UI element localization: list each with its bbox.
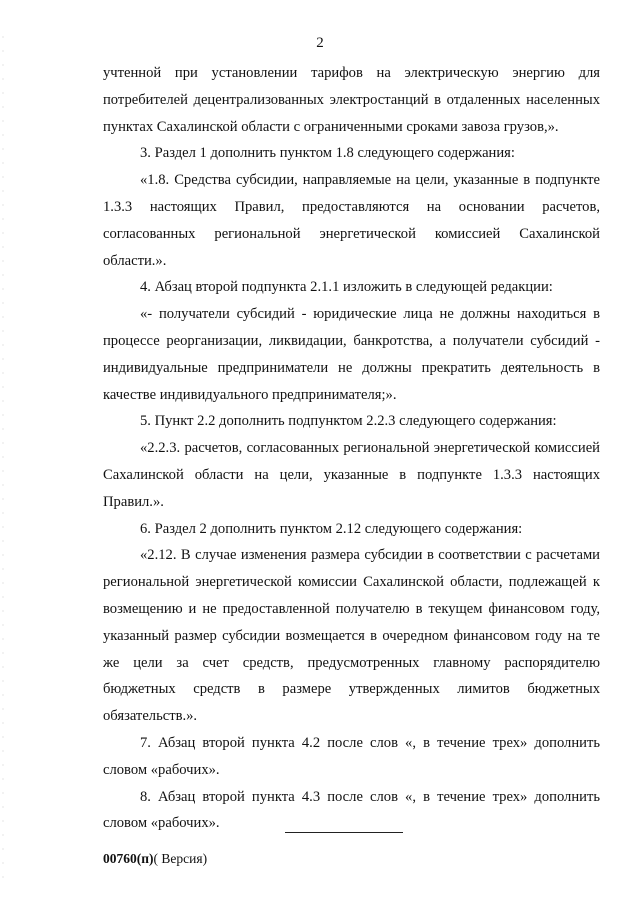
document-body: [103, 60, 600, 837]
paragraph-5: «- получатели субсидий - юридические лица не должны находиться в процессе реорганизации, ликвидации, банкротства, а получатели субсидий - индивидуальные предприниматели не должны прекратить деятельность в качестве индивидуального предпринимателя;».: [103, 306, 600, 403]
paragraph-8: 6. Раздел 2 дополнить пунктом 2.12 следующего содержания:: [140, 520, 523, 537]
paragraph-7: «2.2.3. расчетов, согласованных региональной энергетической комиссией Сахалинской области на цели, указанные в подпункте 1.3.3 настоящих Правил.».: [103, 440, 600, 510]
paragraph-6: 5. Пункт 2.2 дополнить подпунктом 2.2.3 следующего содержания:: [140, 413, 557, 430]
paragraph-11: 8. Абзац второй пункта 4.3 после слов «, в течение трех» дополнить словом «рабочих».: [103, 788, 600, 832]
paragraph-3: «1.8. Средства субсидии, направляемые на цели, указанные в подпункте 1.3.3 настоящих Правил, предоставляются на основании расчетов, согласованных региональной энергетической комиссией Сахалинской области.».: [103, 172, 600, 269]
paragraph-9: «2.12. В случае изменения размера субсидии в соответствии с расчетами региональной энергетической комиссии Сахалинской области, подлежащей к возмещению и не предоставленной получателю в текущем финансовом году, указанный размер субсидии возмещается в очередном финансовом году на те же цели за счет средств, предусмотренных главному распорядителю бюджетных средств в размере утвержденных лимитов бюджетных обязательств.».: [103, 547, 600, 725]
footer-document-code: [103, 851, 207, 867]
scan-margin-dots: [2, 30, 4, 890]
paragraph-4: 4. Абзац второй подпункта 2.1.1 изложить в следующей редакции:: [140, 279, 553, 296]
paragraph-1: учтенной при установлении тарифов на электрическую энергию для потребителей децентрализованных электростанций в отдаленных населенных пунктах Сахалинской области с ограниченными сроками завоза грузов,».: [103, 65, 600, 135]
page-number: 2: [316, 35, 324, 51]
paragraph-10: 7. Абзац второй пункта 4.2 после слов «, в течение трех» дополнить словом «рабочих».: [103, 734, 600, 778]
footer-version: ( Версия): [153, 851, 208, 866]
paragraph-2: 3. Раздел 1 дополнить пунктом 1.8 следующего содержания:: [140, 145, 515, 162]
footer-code: 00760(п): [103, 851, 154, 866]
footer-divider: [285, 832, 403, 833]
